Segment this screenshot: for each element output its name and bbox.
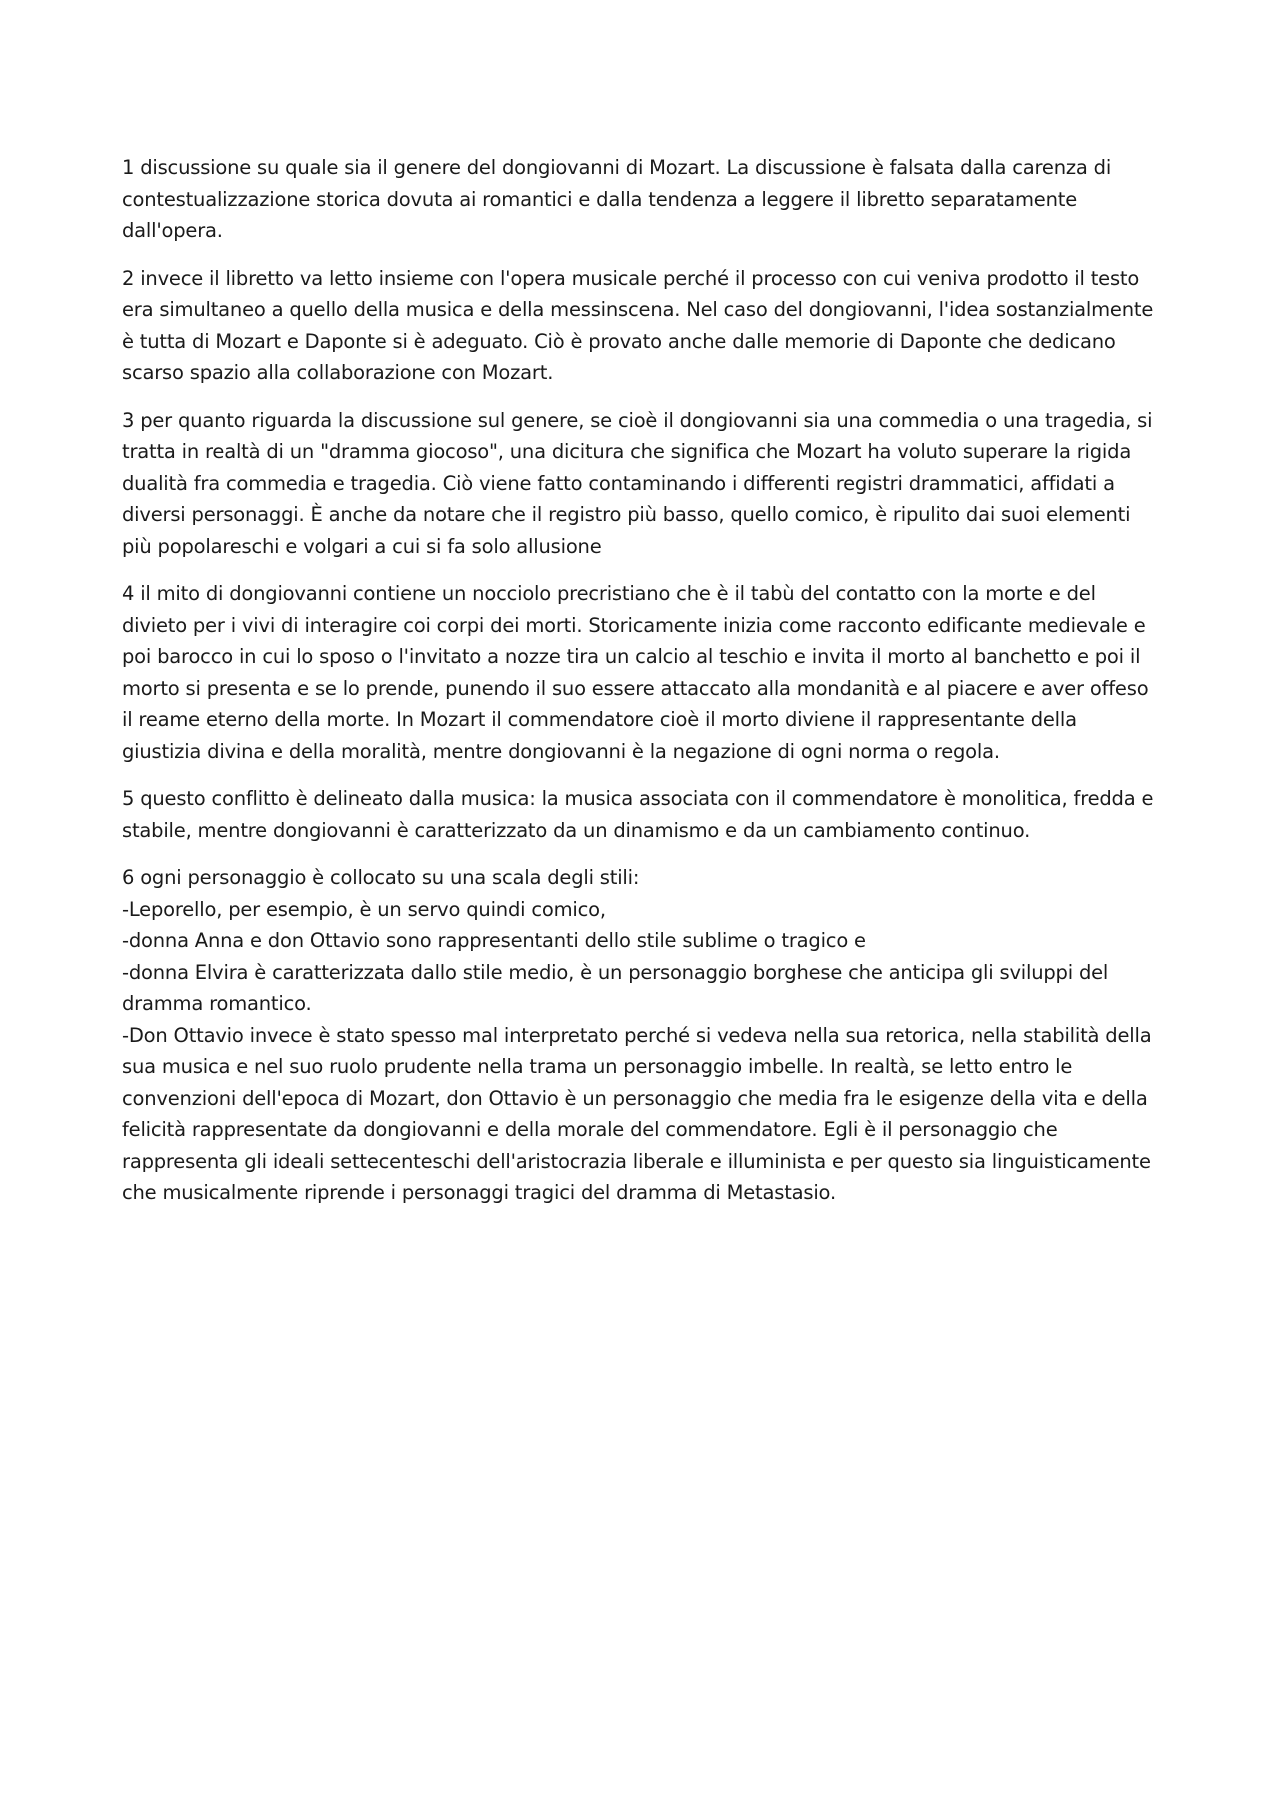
paragraph-line: -donna Elvira è caratterizzata dallo stile medio, è un personaggio borghese che anticipa gli sviluppi del [122,960,1109,984]
paragraph-line: 2 invece il libretto va letto insieme con l'opera musicale perché il processo con cui veniva prodotto il testo [122,266,1140,290]
paragraph-line: stabile, mentre dongiovanni è caratterizzato da un dinamismo e da un cambiamento continuo. [122,818,1031,842]
paragraph-line: -Don Ottavio invece è stato spesso mal interpretato perché si vedeva nella sua retorica, nella stabilità della [122,1023,1152,1047]
paragraph-line: felicità rappresentate da dongiovanni e della morale del commendatore. Egli è il personaggio che [122,1118,1058,1141]
paragraph-line: 1 discussione su quale sia il genere del dongiovanni di Mozart. La discussione è falsata dalla carenza di [122,156,1112,179]
paragraph-5 [122,783,1170,846]
paragraph-line: poi barocco in cui lo sposo o l'invitato a nozze tira un calcio al teschio e invita il morto al banchetto e poi il [122,645,1141,668]
paragraph-line: più popolareschi e volgari a cui si fa solo allusione [122,534,602,558]
paragraph-line: diversi personaggi. È anche da notare che il registro più basso, quello comico, è ripulito dai suoi elementi [122,503,1131,526]
document-body [122,152,1170,1225]
paragraph-line: giustizia divina e della moralità, mentre dongiovanni è la negazione di ogni norma o regola. [122,739,1000,763]
paragraph-line: il reame eterno della morte. In Mozart il commendatore cioè il morto diviene il rappresentante della [122,708,1077,731]
paragraph-line: convenzioni dell'epoca di Mozart, don Ottavio è un personaggio che media fra le esigenze della vita e della [122,1086,1148,1110]
paragraph-line: divieto per i vivi di interagire coi corpi dei morti. Storicamente inizia come racconto edificante medievale e [122,613,1146,637]
paragraph-line: è tutta di Mozart e Daponte si è adeguato. Ciò è provato anche dalle memorie di Daponte che dedicano [122,329,1116,353]
paragraph-2 [122,263,1170,389]
paragraph-line: dualità fra commedia e tragedia. Ciò viene fatto contaminando i differenti registri drammatici, affidati a [122,471,1115,495]
paragraph-1 [122,152,1170,247]
paragraph-line: era simultaneo a quello della musica e della messinscena. Nel caso del dongiovanni, l'idea sostanzialmente [122,298,1154,321]
paragraph-line: che musicalmente riprende i personaggi tragici del dramma di Metastasio. [122,1181,836,1204]
paragraph-line: -Leporello, per esempio, è un servo quindi comico, [122,897,606,921]
paragraph-line: scarso spazio alla collaborazione con Mozart. [122,361,554,384]
paragraph-line: dall'opera. [122,219,223,242]
paragraph-4 [122,578,1170,767]
paragraph-line: 3 per quanto riguarda la discussione sul genere, se cioè il dongiovanni sia una commedia o una tragedia, si [122,408,1153,432]
paragraph-3 [122,405,1170,563]
paragraph-line: 4 il mito di dongiovanni contiene un nocciolo precristiano che è il tabù del contatto con la morte e del [122,582,1096,605]
paragraph-line: morto si presenta e se lo prende, punendo il suo essere attaccato alla mondanità e al piacere e aver offeso [122,676,1149,700]
paragraph-line: 5 questo conflitto è delineato dalla musica: la musica associata con il commendatore è monolitica, fredda e [122,787,1154,810]
paragraph-line: 6 ogni personaggio è collocato su una scala degli stili: [122,866,640,889]
paragraph-line: tratta in realtà di un "dramma giocoso", una dicitura che significa che Mozart ha voluto superare la rigida [122,440,1132,463]
paragraph-line: sua musica e nel suo ruolo prudente nella trama un personaggio imbelle. In realtà, se letto entro le [122,1055,1073,1078]
paragraph-line: rappresenta gli ideali settecenteschi dell'aristocrazia liberale e illuminista e per questo sia linguisticamente [122,1149,1151,1173]
paragraph-6 [122,862,1170,1209]
paragraph-line: contestualizzazione storica dovuta ai romantici e dalla tendenza a leggere il libretto separatamente [122,187,1078,211]
paragraph-line: dramma romantico. [122,992,312,1015]
paragraph-line: -donna Anna e don Ottavio sono rappresentanti dello stile sublime o tragico e [122,929,866,952]
